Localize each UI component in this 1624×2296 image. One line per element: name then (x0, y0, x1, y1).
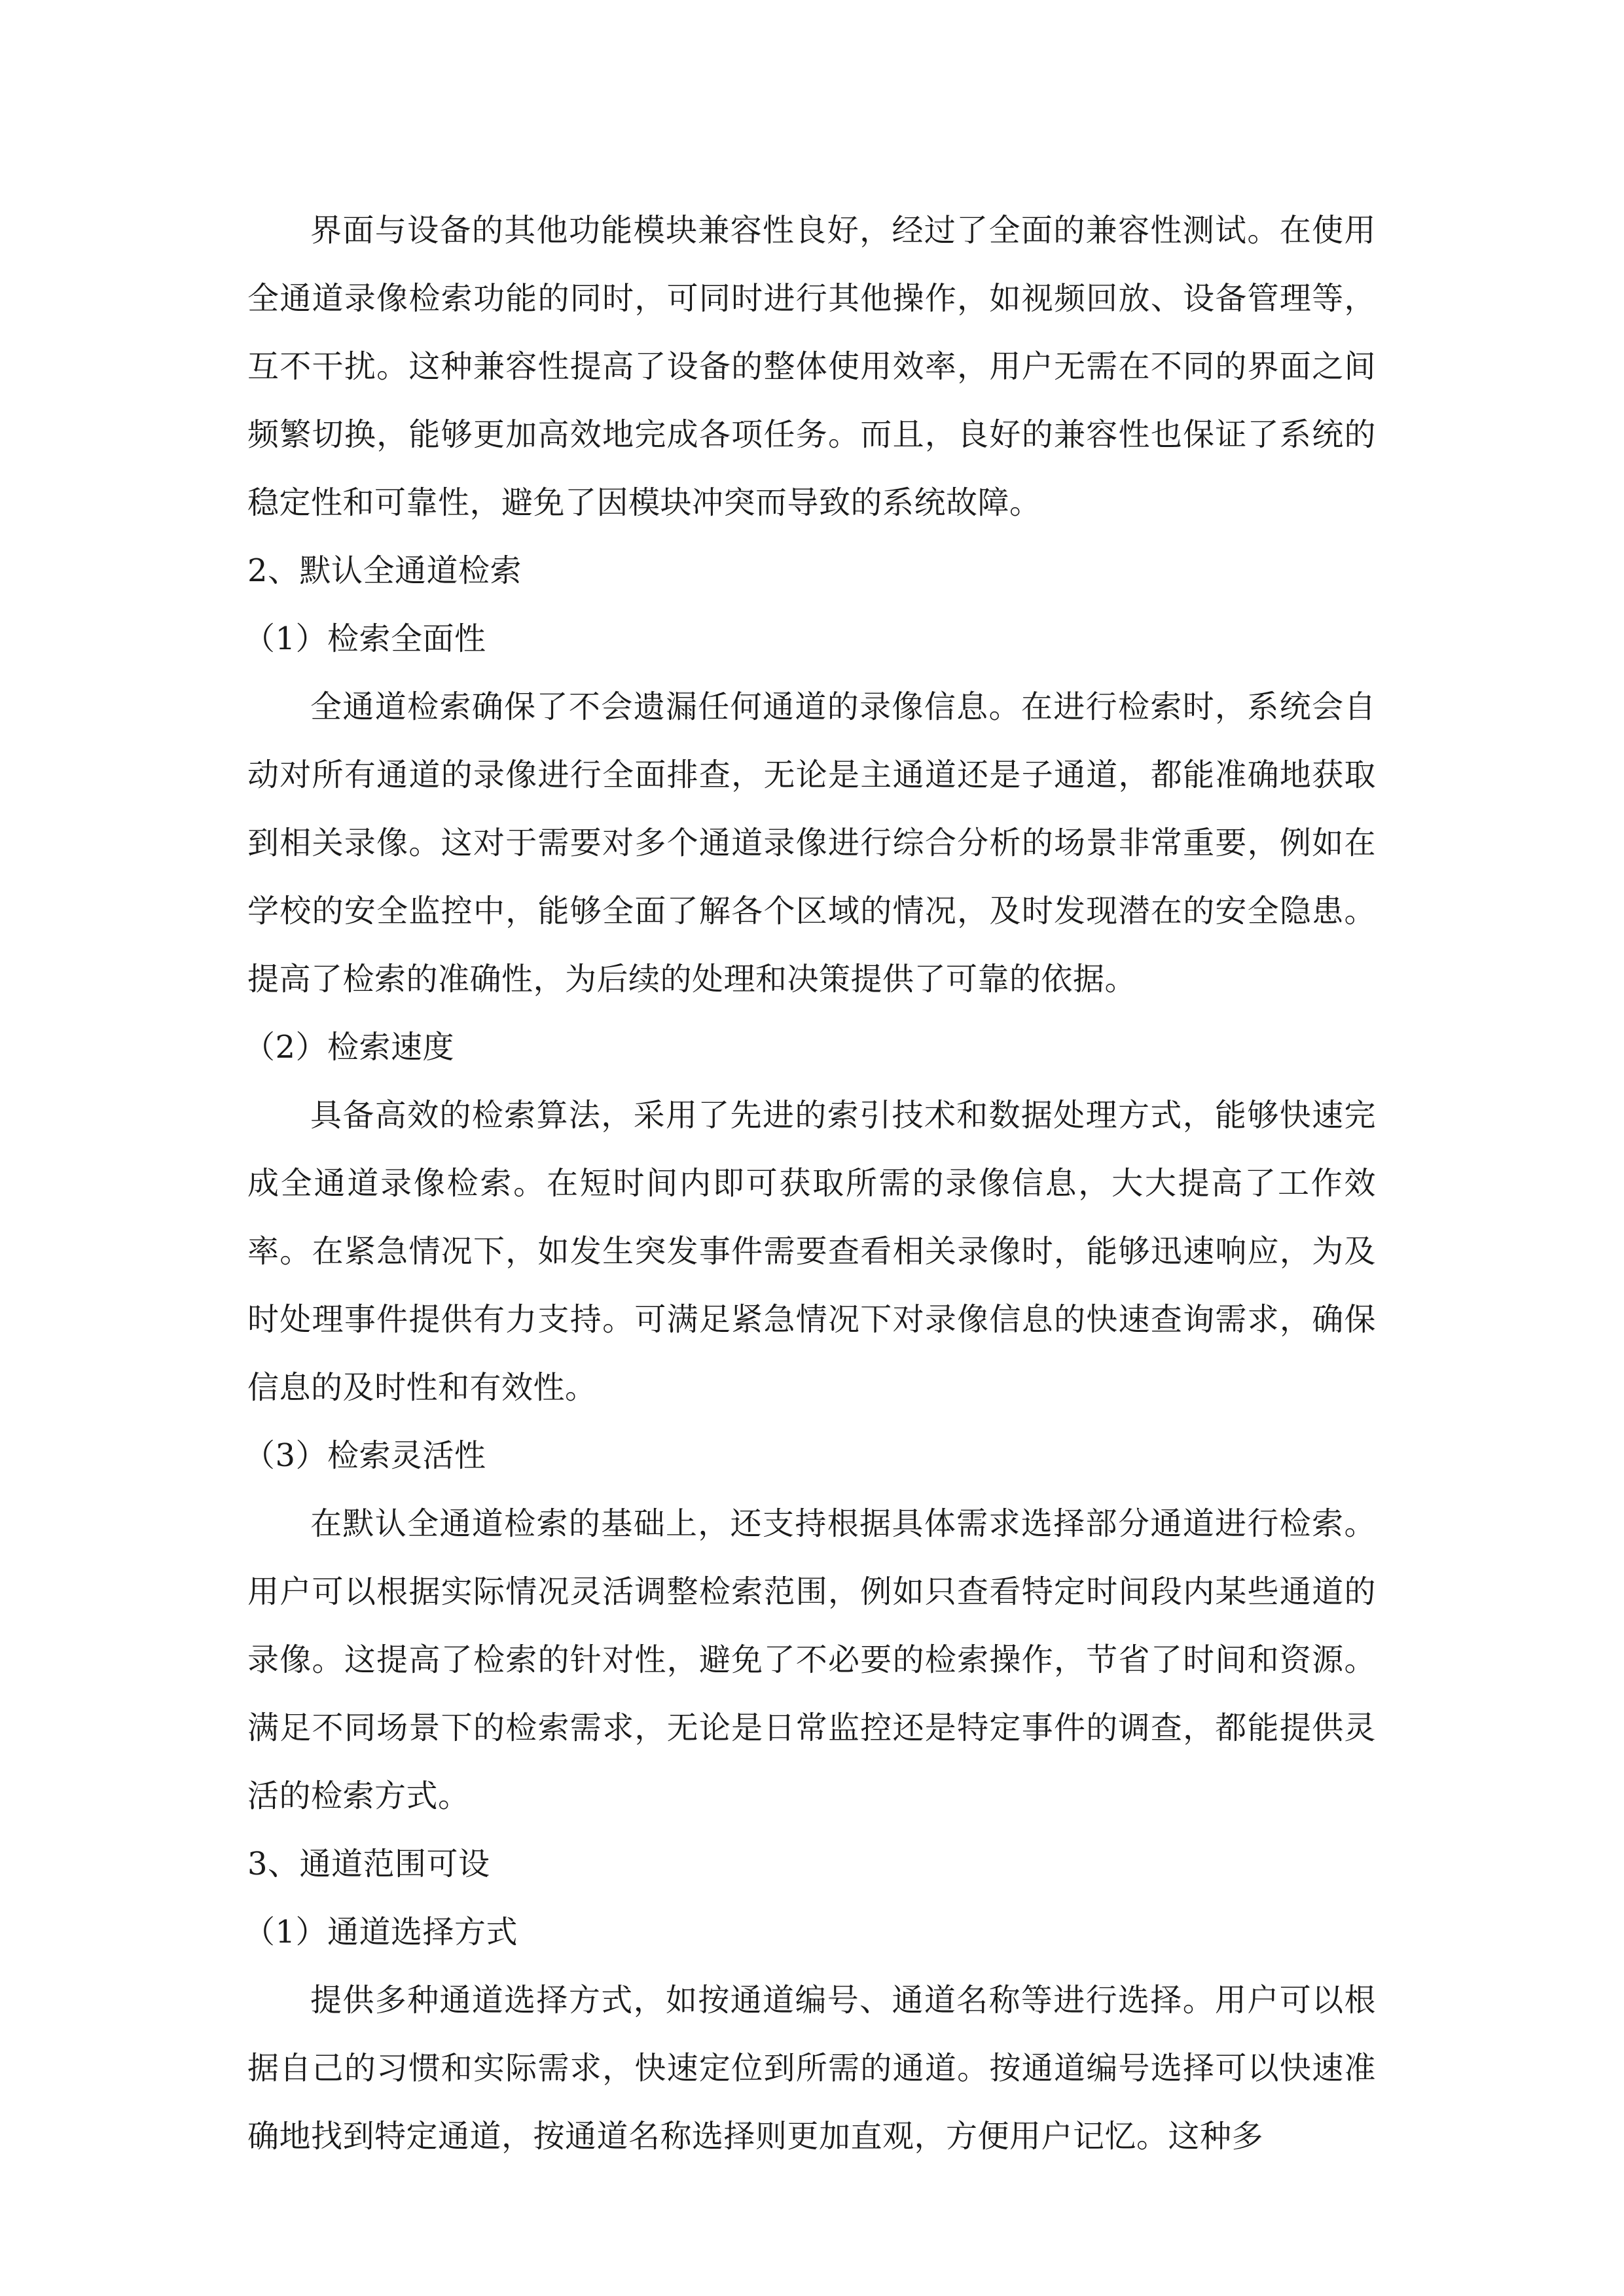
section-heading-default-all-channel-search: 2、默认全通道检索 (247, 552, 522, 589)
subsection-heading-search-comprehensiveness: （1）检索全面性 (244, 620, 486, 657)
paragraph-channel-selection: 提供多种通道选择方式，如按通道编号、通道名称等进行选择。用户可以根据自己的习惯和实际需求，快速定位到所需的通道。按通道编号选择可以快速准确地找到特定通道，按通道名称选择则更加直观，方便用户记忆。这种多 (247, 1982, 1376, 2155)
subsection-heading-search-flexibility: （3）检索灵活性 (244, 1437, 486, 1474)
document-body (244, 196, 1376, 2170)
section-heading-channel-range: 3、通道范围可设 (247, 1846, 490, 1882)
paragraph-search-flexibility: 在默认全通道检索的基础上，还支持根据具体需求选择部分通道进行检索。用户可以根据实际情况灵活调整检索范围，例如只查看特定时间段内某些通道的录像。这提高了检索的针对性，避免了不必要的检索操作，节省了时间和资源。满足不同场景下的检索需求，无论是日常监控还是特定事件的调查，都能提供灵活的检索方式。 (247, 1505, 1376, 1814)
subsection-heading-channel-selection: （1）通道选择方式 (244, 1914, 518, 1950)
subsection-heading-search-speed: （2）检索速度 (244, 1029, 455, 1066)
paragraph-compatibility: 界面与设备的其他功能模块兼容性良好，经过了全面的兼容性测试。在使用全通道录像检索功能的同时，可同时进行其他操作，如视频回放、设备管理等，互不干扰。这种兼容性提高了设备的整体使用效率，用户无需在不同的界面之间频繁切换，能够更加高效地完成各项任务。而且，良好的兼容性也保证了系统的稳定性和可靠性，避免了因模块冲突而导致的系统故障。 (247, 212, 1376, 521)
paragraph-search-speed: 具备高效的检索算法，采用了先进的索引技术和数据处理方式，能够快速完成全通道录像检索。在短时间内即可获取所需的录像信息，大大提高了工作效率。在紧急情况下，如发生突发事件需要查看相关录像时，能够迅速响应，为及时处理事件提供有力支持。可满足紧急情况下对录像信息的快速查询需求，确保信息的及时性和有效性。 (247, 1097, 1376, 1406)
paragraph-search-comprehensiveness: 全通道检索确保了不会遗漏任何通道的录像信息。在进行检索时，系统会自动对所有通道的录像进行全面排查，无论是主通道还是子通道，都能准确地获取到相关录像。这对于需要对多个通道录像进行综合分析的场景非常重要，例如在学校的安全监控中，能够全面了解各个区域的情况，及时发现潜在的安全隐患。提高了检索的准确性，为后续的处理和决策提供了可靠的依据。 (247, 689, 1376, 997)
